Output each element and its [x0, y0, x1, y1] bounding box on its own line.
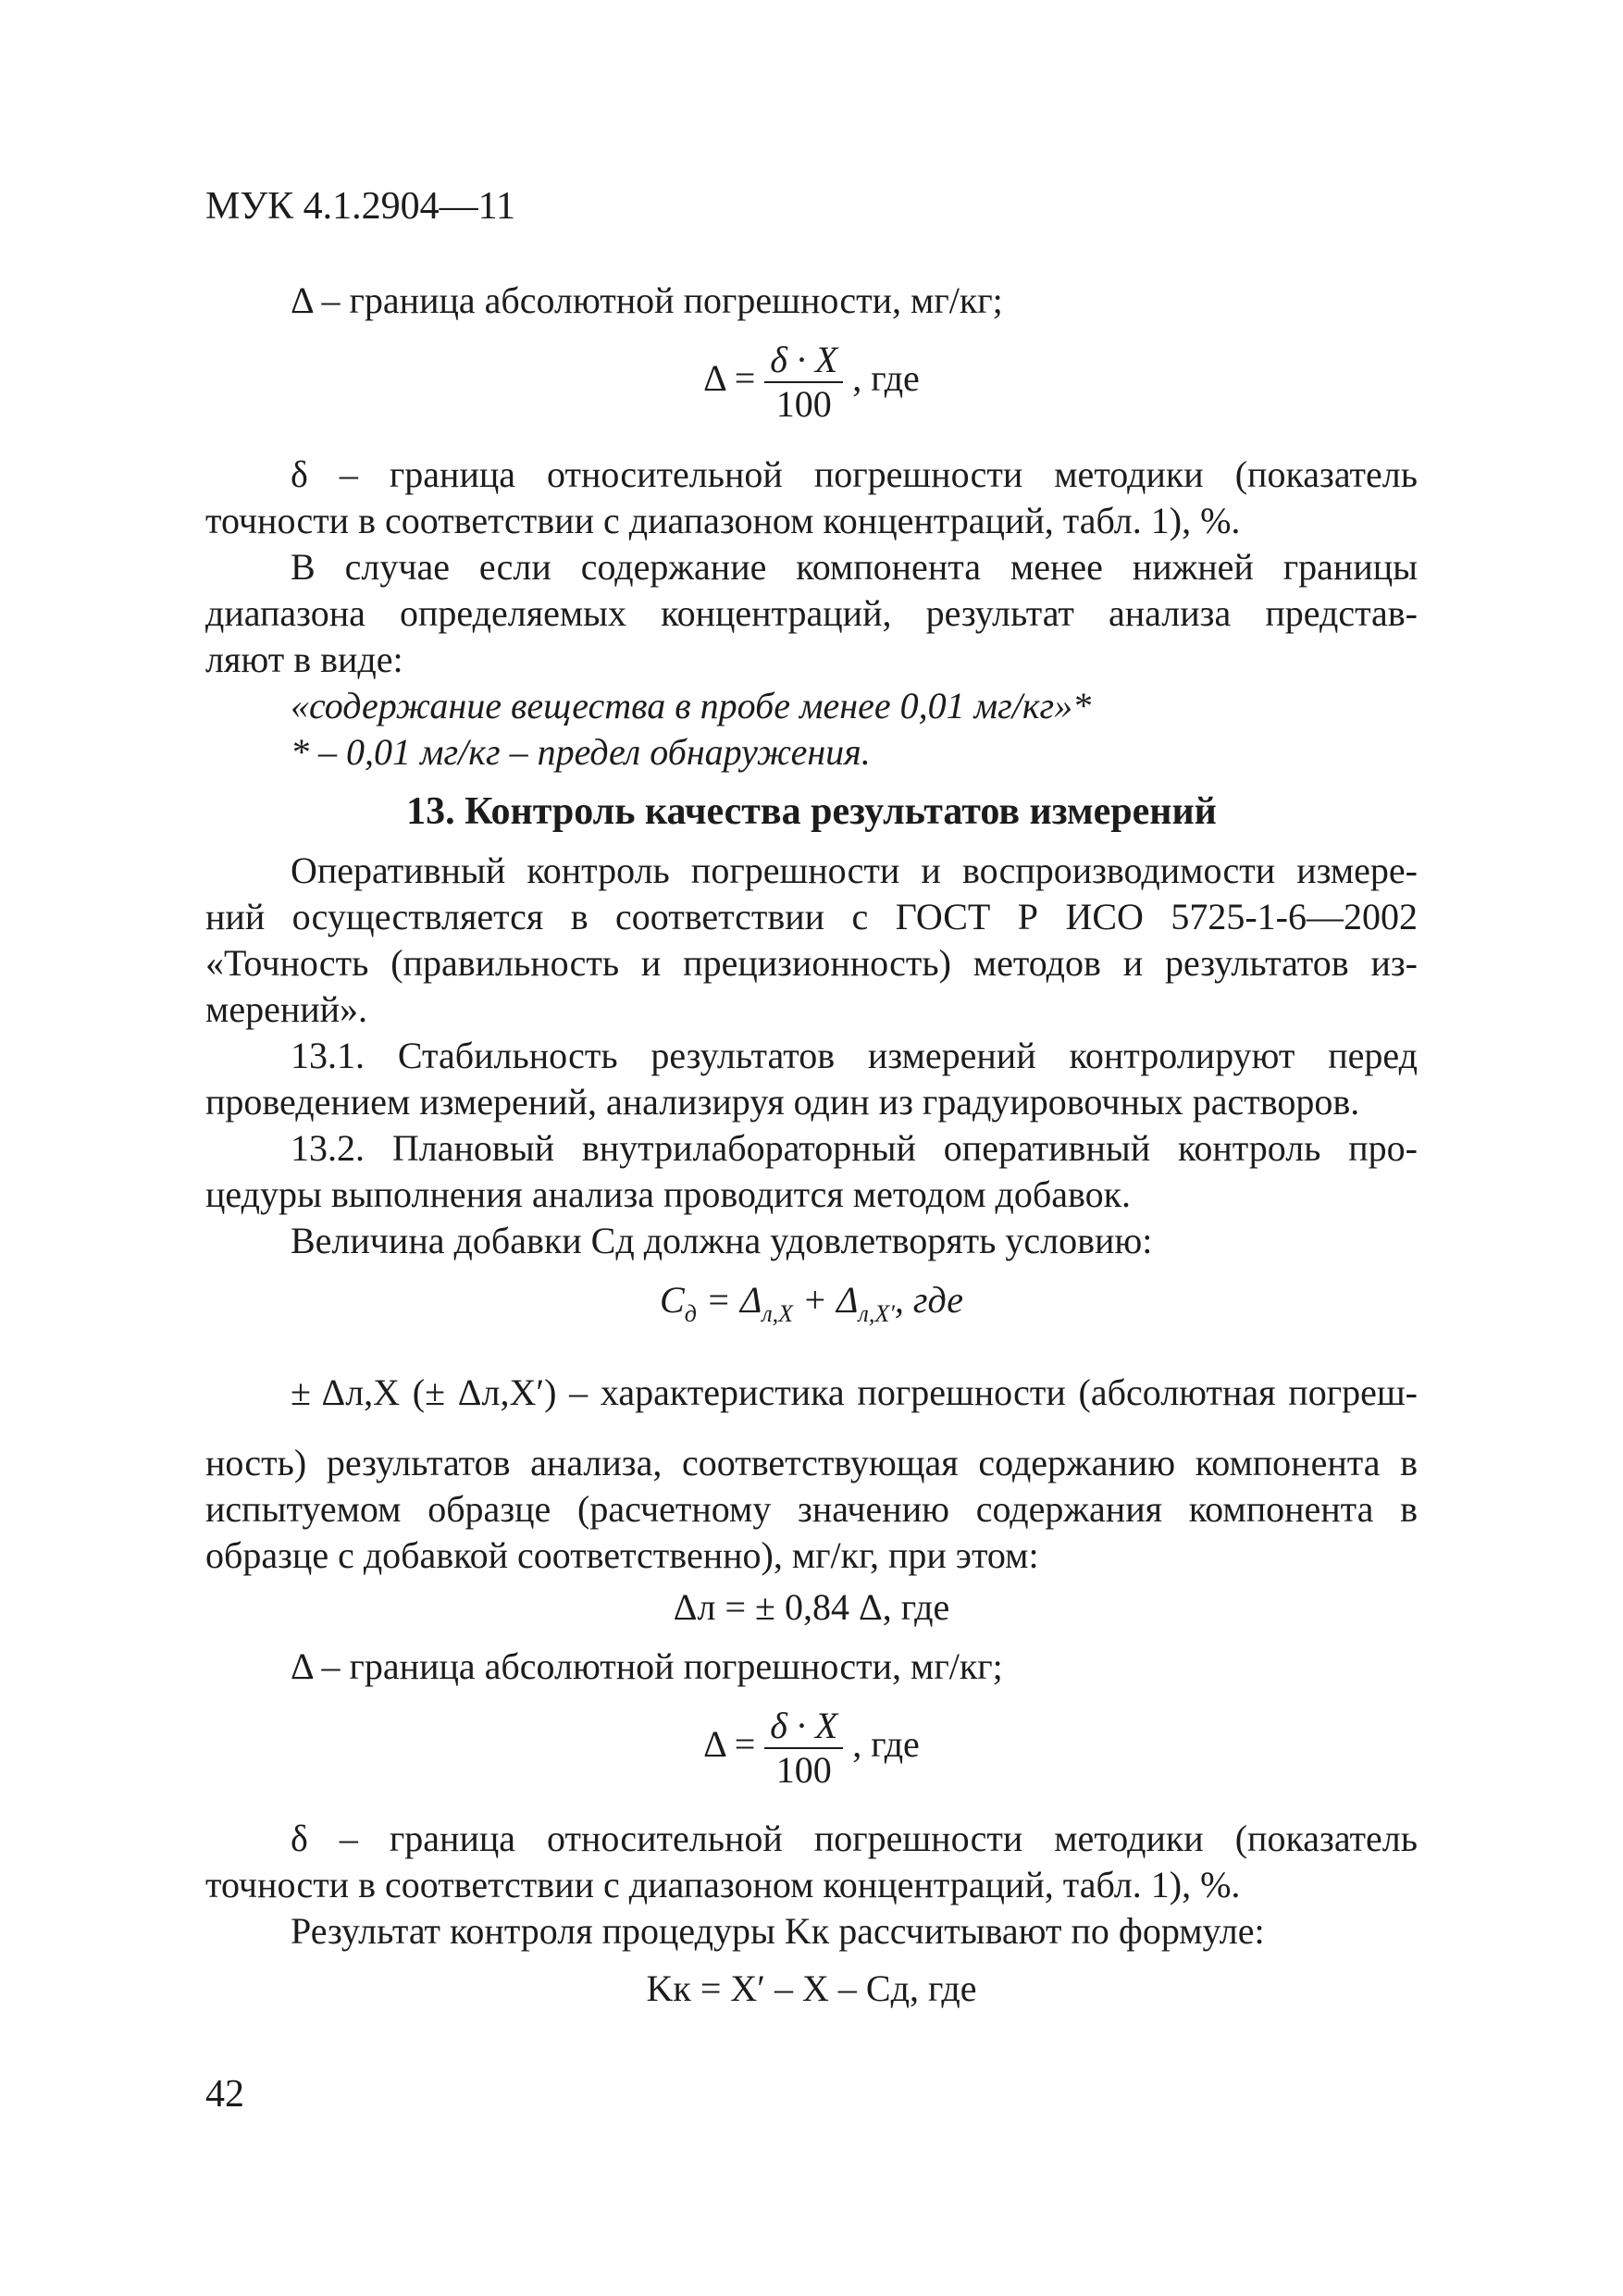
paragraph-operative-control: [205, 848, 1418, 1033]
paragraph-delta-definition: Δ – граница абсолютной погрешности, мг/кг;: [291, 279, 1003, 321]
text-line: δ – граница относительной погрешности методики (показатель: [291, 1818, 1418, 1859]
section-title: 13. Контроль качества результатов измерений: [406, 790, 1217, 833]
text-line: ляют в виде:: [205, 639, 403, 680]
quote-result-format: «содержание вещества в пробе менее 0,01 мг/кг»*: [291, 685, 1092, 726]
text-line: испытуемом образце (расчетному значению содержания компонента в: [205, 1488, 1418, 1530]
formula-addition-text: $C_д = \Delta_{л,X} + \Delta_{л,X'}$, где: [660, 1279, 963, 1327]
paragraph-13-1: [205, 1033, 1418, 1125]
formula-delta-l: Δл = ± 0,84 Δ, где: [673, 1586, 950, 1628]
text-line: ность) результатов анализа, соответствующая содержанию компонента в: [205, 1442, 1418, 1483]
text-line: ний осуществляется в соответствии с ГОСТ Р ИСО 5725-1-6—2002: [205, 896, 1418, 937]
paragraph-control-result: Результат контроля процедуры Kк рассчитывают по формуле:: [291, 1910, 1265, 1952]
document-header: МУК 4.1.2904—11: [205, 185, 516, 228]
paragraph-delta-relative: [205, 452, 1418, 544]
paragraph-addition-condition: Величина добавки Cд должна удовлетворять условию:: [291, 1220, 1153, 1261]
formula-delta: [205, 339, 1418, 426]
text-line: В случае если содержание компонента менее нижней границы: [291, 546, 1418, 588]
text-line: точности в соответствии с диапазоном концентраций, табл. 1), %.: [205, 1864, 1241, 1905]
text-line: проведением измерений, анализируя один из градуировочных растворов.: [205, 1081, 1360, 1123]
text-line: Оперативный контроль погрешности и воспроизводимости измере-: [291, 850, 1418, 891]
text-line: 13.1. Стабильность результатов измерений контролируют перед: [291, 1035, 1418, 1076]
page-number: 42: [205, 2073, 244, 2116]
formula-suffix: , где: [852, 1723, 920, 1766]
text-line: δ – граница относительной погрешности методики (показатель: [291, 453, 1418, 495]
paragraph-delta-definition-2: Δ – граница абсолютной погрешности, мг/кг;: [291, 1645, 1003, 1687]
formula-delta-2: [205, 1705, 1418, 1792]
text-line: образце с добавкой соответственно), мг/кг, при этом:: [205, 1534, 1039, 1576]
formula-suffix: , где: [852, 357, 920, 400]
fraction: [764, 339, 843, 426]
paragraph-error-characteristic: [205, 1370, 1418, 1579]
formula-lhs: Δ =: [703, 1723, 756, 1766]
formula-addition: [205, 1277, 1418, 1337]
text-line: ± Δл,X (± Δл,X′) – характеристика погрешности (абсолютная погреш-: [291, 1371, 1418, 1413]
fraction-numerator: δ · X: [764, 1705, 843, 1749]
fraction-denominator: 100: [775, 383, 832, 425]
text-line: точности в соответствии с диапазоном концентраций, табл. 1), %.: [205, 500, 1241, 541]
paragraph-lower-limit: [205, 544, 1418, 683]
formula-control-result: Kк = X′ – X – Cд, где: [646, 1967, 977, 2009]
formula-lhs: Δ =: [703, 357, 756, 400]
text-line: мерений».: [205, 988, 368, 1030]
footnote: * – 0,01 мг/кг – предел обнаружения.: [291, 731, 871, 773]
text-line: «Точность (правильность и прецизионность) методов и результатов из-: [205, 942, 1418, 984]
text-line: 13.2. Плановый внутрилабораторный оперативный контроль про-: [291, 1127, 1418, 1169]
paragraph-13-2: [205, 1125, 1418, 1218]
fraction-denominator: 100: [775, 1749, 832, 1791]
fraction: [764, 1705, 843, 1792]
text-line: диапазона определяемых концентраций, результат анализа представ-: [205, 592, 1418, 634]
text-line: цедуры выполнения анализа проводится методом добавок.: [205, 1173, 1132, 1215]
fraction-numerator: δ · X: [764, 339, 843, 383]
paragraph-delta-relative-2: [205, 1816, 1418, 1908]
